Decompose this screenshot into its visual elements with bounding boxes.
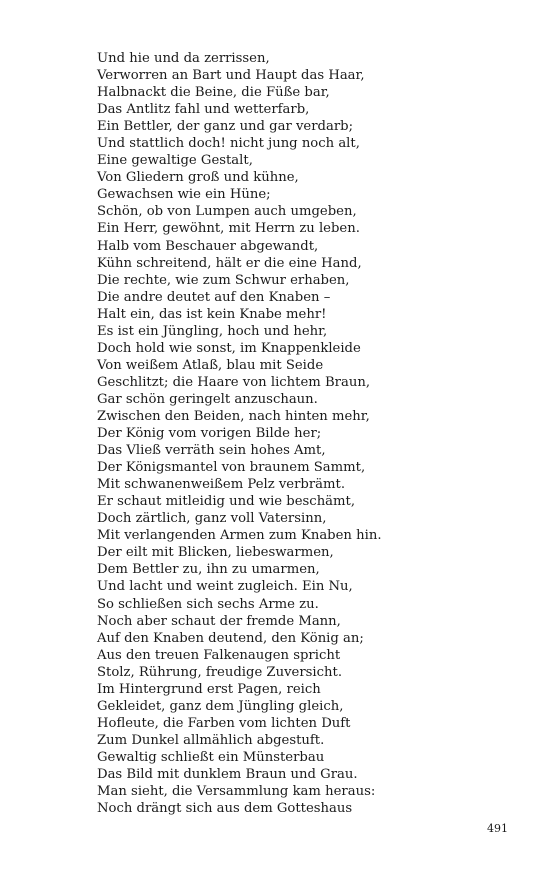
poem-line: Von Gliedern groß und kühne, bbox=[97, 170, 299, 186]
poem-line: Dem Bettler zu, ihn zu umarmen, bbox=[97, 562, 320, 578]
poem-line: Von weißem Atlaß, blau mit Seide bbox=[97, 357, 324, 373]
poem-line: Und lacht und weint zugleich. Ein Nu, bbox=[97, 579, 353, 595]
poem-line: Es ist ein Jüngling, hoch und hehr, bbox=[97, 323, 328, 339]
poem-line: Gewaltig schließt ein Münsterbau bbox=[97, 749, 325, 765]
page-number: 491 bbox=[487, 822, 508, 835]
poem-line: Halbnackt die Beine, die Füße bar, bbox=[97, 85, 330, 101]
poem-line: Gar schön geringelt anzuschaun. bbox=[97, 391, 318, 407]
poem-line: Halb vom Beschauer abgewandt, bbox=[97, 238, 319, 254]
poem-line: Der eilt mit Blicken, liebeswarmen, bbox=[97, 545, 334, 561]
poem-line: Ein Bettler, der ganz und gar verdarb; bbox=[97, 119, 354, 135]
poem-line: Zum Dunkel allmählich abgestuft. bbox=[97, 732, 325, 748]
poem-line: Man sieht, die Versammlung kam heraus: bbox=[97, 784, 376, 800]
poem-line: Doch zärtlich, ganz voll Vatersinn, bbox=[97, 511, 327, 527]
poem-line: Aus den treuen Falkenaugen spricht bbox=[97, 647, 341, 663]
poem-line: Hofleute, die Farben vom lichten Duft bbox=[97, 715, 351, 731]
poem-line: Gekleidet, ganz dem Jüngling gleich, bbox=[97, 698, 344, 714]
poem-line: Ein Herr, gewöhnt, mit Herrn zu leben. bbox=[97, 221, 360, 237]
poem-line: Schön, ob von Lumpen auch umgeben, bbox=[97, 204, 357, 220]
poem-line: Die rechte, wie zum Schwur erhaben, bbox=[97, 272, 350, 288]
poem-line: Und hie und da zerrissen, bbox=[97, 51, 270, 66]
poem-line: Eine gewaltige Gestalt, bbox=[97, 153, 253, 169]
poem-line: Der König vom vorigen Bilde her; bbox=[97, 426, 322, 442]
poem-line: Das Vließ verräth sein hohes Amt, bbox=[97, 443, 326, 459]
poem-line: So schließen sich sechs Arme zu. bbox=[97, 596, 319, 612]
poem-line: Gewachsen wie ein Hüne; bbox=[97, 187, 271, 203]
poem-text bbox=[97, 50, 382, 817]
poem-line: Im Hintergrund erst Pagen, reich bbox=[97, 681, 321, 697]
poem-line: Mit schwanenweißem Pelz verbrämt. bbox=[97, 477, 346, 493]
poem-line: Zwischen den Beiden, nach hinten mehr, bbox=[97, 408, 370, 424]
poem-line: Noch drängt sich aus dem Gotteshaus bbox=[97, 801, 353, 817]
poem-line: Und stattlich doch! nicht jung noch alt, bbox=[97, 136, 360, 152]
poem-line: Das Antlitz fahl und wetterfarb, bbox=[97, 102, 310, 118]
poem-line: Die andre deutet auf den Knaben – bbox=[97, 289, 331, 305]
poem-line: Der Königsmantel von braunem Sammt, bbox=[97, 460, 366, 476]
poem-line: Auf den Knaben deutend, den König an; bbox=[97, 630, 364, 646]
poem-line: Kühn schreitend, hält er die eine Hand, bbox=[97, 255, 362, 271]
poem-line: Halt ein, das ist kein Knabe mehr! bbox=[97, 306, 327, 322]
poem-line: Doch hold wie sonst, im Knappenkleide bbox=[97, 340, 361, 356]
poem-line: Mit verlangenden Armen zum Knaben hin. bbox=[97, 528, 382, 544]
poem-line: Verworren an Bart und Haupt das Haar, bbox=[97, 68, 365, 84]
poem-line: Noch aber schaut der fremde Mann, bbox=[97, 613, 341, 629]
poem-line: Das Bild mit dunklem Braun und Grau. bbox=[97, 766, 358, 782]
poem-line: Stolz, Rührung, freudige Zuversicht. bbox=[97, 664, 343, 680]
poem-line: Geschlitzt; die Haare von lichtem Braun, bbox=[97, 374, 371, 390]
poem-line: Er schaut mitleidig und wie beschämt, bbox=[97, 494, 356, 510]
